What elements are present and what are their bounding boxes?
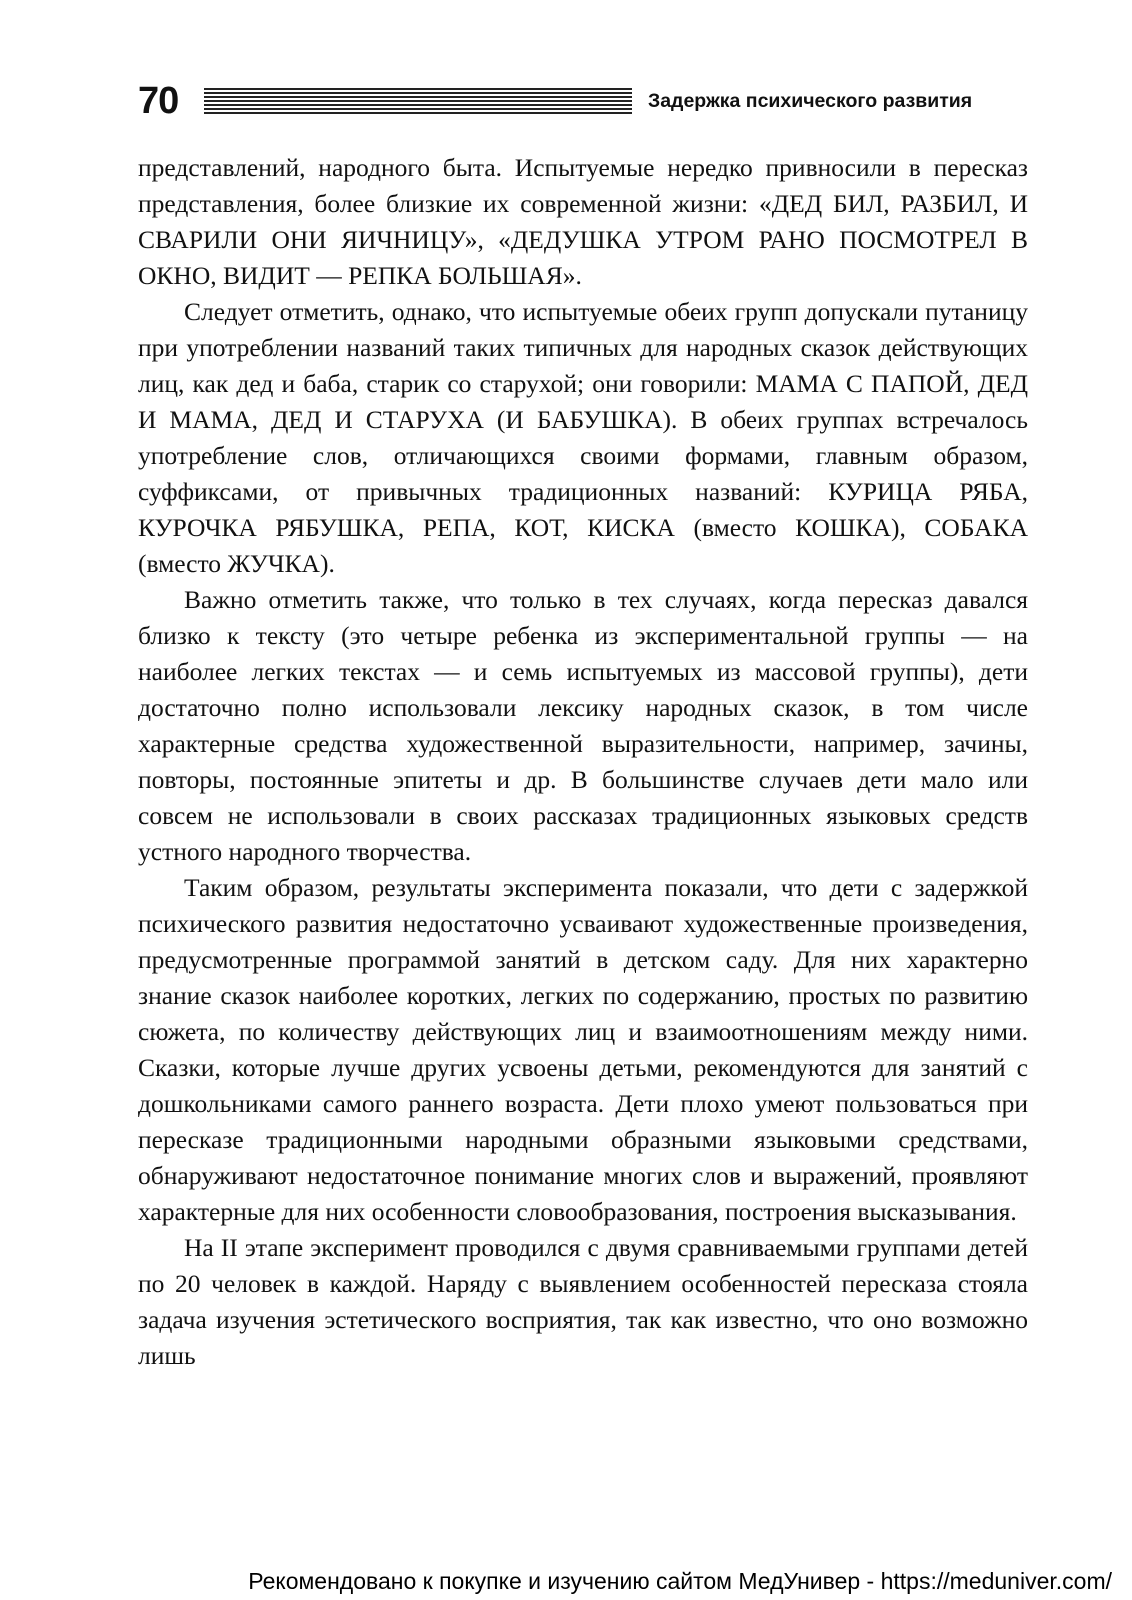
page-number: 70 (138, 80, 179, 122)
paragraph: На II этапе эксперимент проводился с двумя сравниваемыми группами детей по 20 человек в каждой. Наряду с выявлением особенностей пересказа стояла задача изучения эстетического восприятия, так как известно, что оно возможно лишь (138, 1233, 1028, 1370)
paragraph-continued: представлений, народного быта. Испытуемые нередко привносили в пересказ представления, более близкие их современной жизни: «ДЕД БИЛ, РАЗБИЛ, И СВАРИЛИ ОНИ ЯИЧНИЦУ», «ДЕДУШКА УТРОМ РАНО ПОСМОТРЕЛ В ОКНО, ВИДИТ — РЕПКА БОЛЬШАЯ». (138, 153, 1028, 290)
running-title: Задержка психического развития (648, 90, 973, 112)
header-rule (204, 88, 632, 114)
page-header (138, 78, 1028, 134)
footer-watermark: Рекомендовано к покупке и изучению сайтом МедУнивер - https://meduniver.com/ (248, 1568, 1112, 1594)
paragraph: Таким образом, результаты эксперимента показали, что дети с задержкой психического развития недостаточно усваивают художественные произведения, предусмотренные программой занятий в детском саду. Для них характерно знание сказок наиболее коротких, легких по содержанию, простых по развитию сюжета, по количеству действующих лиц и взаимоотношениям между ними. Сказки, которые лучше других усвоены детьми, рекомендуются для занятий с дошкольниками самого раннего возраста. Дети плохо умеют пользоваться при пересказе традиционными народными образными языковыми средствами, обнаруживают недостаточное понимание многих слов и выражений, проявляют характерные для них особенности словообразования, построения высказывания. (138, 873, 1028, 1226)
body-text (138, 150, 1028, 1374)
paragraph: Важно отметить также, что только в тех случаях, когда пересказ давался близко к тексту (это четыре ребенка из экспериментальной группы — на наиболее легких текстах — и семь испытуемых из массовой группы), дети достаточно полно использовали лексику народных сказок, в том числе характерные средства художественной выразительности, например, зачины, повторы, постоянные эпитеты и др. В большинстве случаев дети мало или совсем не использовали в своих рассказах традиционных языковых средств устного народного творчества. (138, 585, 1028, 866)
paragraph: Следует отметить, однако, что испытуемые обеих групп допускали путаницу при употреблении названий таких типичных для народных сказок действующих лиц, как дед и баба, старик со старухой; они говорили: МАМА С ПАПОЙ, ДЕД И МАМА, ДЕД И СТАРУХА (И БАБУШКА). В обеих группах встречалось употребление слов, отличающихся своими формами, главным образом, суффиксами, от привычных традиционных названий: КУРИЦА РЯБА, КУРОЧКА РЯБУШКА, РЕПА, КОТ, КИСКА (вместо КОШКА), СОБАКА (вместо ЖУЧКА). (138, 297, 1028, 578)
